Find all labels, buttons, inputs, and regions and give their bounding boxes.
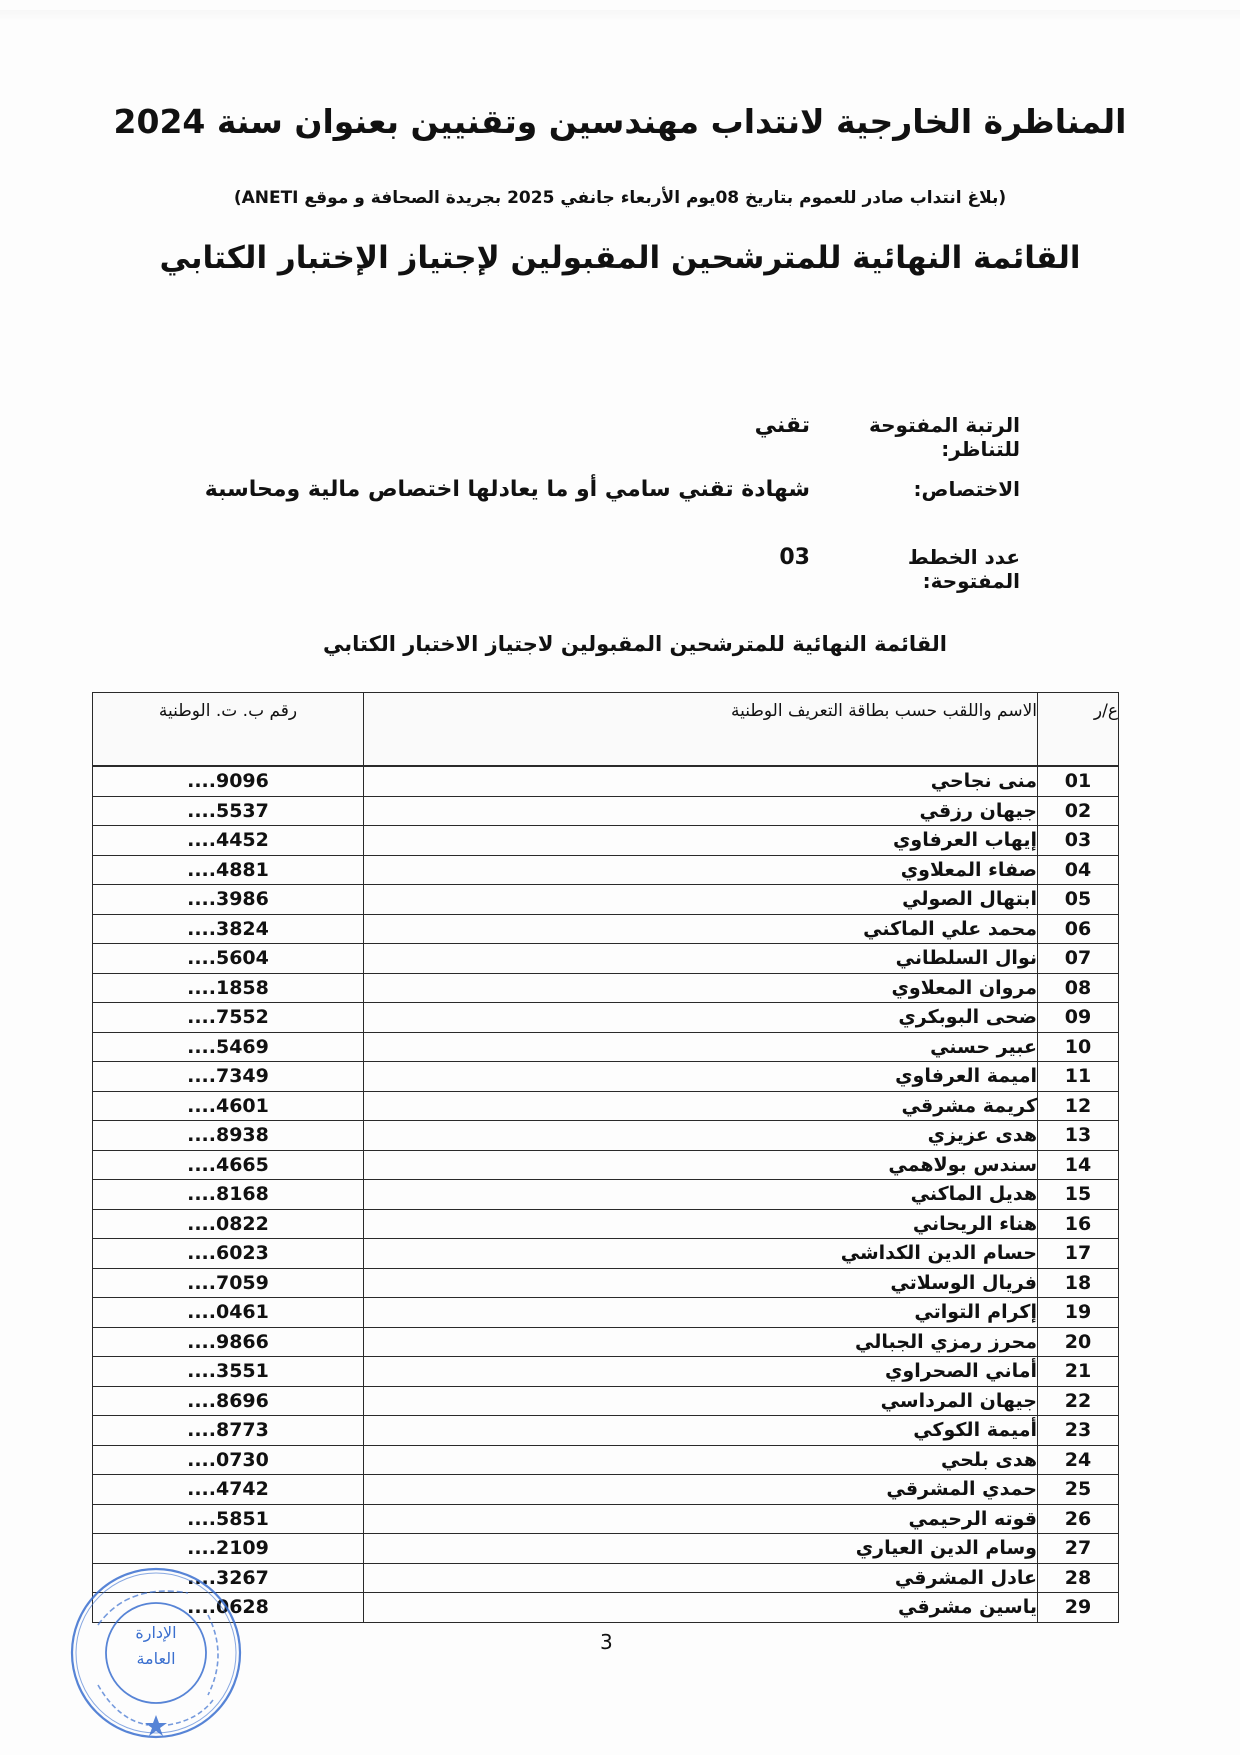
national-id: ....2109 bbox=[93, 1534, 364, 1564]
candidate-name: فريال الوسلاتي bbox=[364, 1268, 1038, 1298]
document-heading: القائمة النهائية للمترشحين المقبولين لإجتياز الإختبار الكتابي bbox=[159, 240, 1081, 276]
header-id: رقم ب. ت. الوطنية bbox=[93, 693, 364, 767]
row-number: 29 bbox=[1038, 1593, 1119, 1623]
table-row bbox=[93, 1003, 1119, 1033]
row-number: 01 bbox=[1038, 766, 1119, 796]
row-number: 06 bbox=[1038, 914, 1119, 944]
table-row bbox=[93, 1416, 1119, 1446]
candidate-name: محمد علي الماكني bbox=[364, 914, 1038, 944]
table-title: القائمة النهائية للمترشحين المقبولين لاجتياز الاختبار الكتابي bbox=[323, 632, 947, 656]
row-number: 24 bbox=[1038, 1445, 1119, 1475]
table-row bbox=[93, 1180, 1119, 1210]
candidates-table bbox=[92, 692, 1119, 1623]
row-number: 20 bbox=[1038, 1327, 1119, 1357]
candidate-name: إيهاب العرفاوي bbox=[364, 826, 1038, 856]
candidate-name: اميمة العرفاوي bbox=[364, 1062, 1038, 1092]
national-id: ....1858 bbox=[93, 973, 364, 1003]
national-id: ....0822 bbox=[93, 1209, 364, 1239]
table-row bbox=[93, 973, 1119, 1003]
candidate-name: حسام الدين الكداشي bbox=[364, 1239, 1038, 1269]
table-row bbox=[93, 1386, 1119, 1416]
row-number: 09 bbox=[1038, 1003, 1119, 1033]
scan-edge bbox=[0, 10, 1240, 20]
table-row bbox=[93, 914, 1119, 944]
table-row bbox=[93, 1062, 1119, 1092]
document-title: المناظرة الخارجية لانتداب مهندسين وتقنيين بعنوان سنة 2024 bbox=[113, 102, 1127, 141]
meta-rank bbox=[755, 413, 1020, 461]
national-id: ....5604 bbox=[93, 944, 364, 974]
national-id: ....0628 bbox=[93, 1593, 364, 1623]
rank-label: الرتبة المفتوحة للتناظر: bbox=[869, 413, 1020, 461]
table-row bbox=[93, 1121, 1119, 1151]
table-row bbox=[93, 1327, 1119, 1357]
candidate-name: أماني الصحراوي bbox=[364, 1357, 1038, 1387]
table-row bbox=[93, 1475, 1119, 1505]
candidate-name: جيهان المرداسي bbox=[364, 1386, 1038, 1416]
row-number: 17 bbox=[1038, 1239, 1119, 1269]
table-row bbox=[93, 1268, 1119, 1298]
candidate-name: عبير حسني bbox=[364, 1032, 1038, 1062]
candidate-name: عادل المشرقي bbox=[364, 1563, 1038, 1593]
candidate-name: مروان المعلاوي bbox=[364, 973, 1038, 1003]
meta-specialty bbox=[205, 477, 1020, 502]
national-id: ....3824 bbox=[93, 914, 364, 944]
candidate-name: إكرام التواتي bbox=[364, 1298, 1038, 1328]
row-number: 22 bbox=[1038, 1386, 1119, 1416]
table-row bbox=[93, 944, 1119, 974]
table-row bbox=[93, 1239, 1119, 1269]
positions-value: 03 bbox=[779, 545, 810, 570]
row-number: 18 bbox=[1038, 1268, 1119, 1298]
national-id: ....0730 bbox=[93, 1445, 364, 1475]
row-number: 26 bbox=[1038, 1504, 1119, 1534]
stamp-line-1: الإدارة bbox=[135, 1623, 177, 1642]
candidate-name: هدى بلحي bbox=[364, 1445, 1038, 1475]
row-number: 27 bbox=[1038, 1534, 1119, 1564]
table-row bbox=[93, 885, 1119, 915]
candidate-name: هناء الريحاني bbox=[364, 1209, 1038, 1239]
table-row bbox=[93, 1032, 1119, 1062]
row-number: 02 bbox=[1038, 796, 1119, 826]
document-subtitle: (بلاغ انتداب صادر للعموم بتاريخ 08يوم الأربعاء جانفي 2025 بجريدة الصحافة و موقع ANETI) bbox=[233, 188, 1007, 208]
national-id: ....7059 bbox=[93, 1268, 364, 1298]
candidate-name: سندس بولاهمي bbox=[364, 1150, 1038, 1180]
table-row bbox=[93, 1357, 1119, 1387]
stamp-line-2: العامة bbox=[136, 1649, 176, 1668]
national-id: ....8168 bbox=[93, 1180, 364, 1210]
table-row bbox=[93, 1091, 1119, 1121]
positions-label: عدد الخطط المفتوحة: bbox=[907, 545, 1020, 593]
national-id: ....5851 bbox=[93, 1504, 364, 1534]
row-number: 04 bbox=[1038, 855, 1119, 885]
national-id: ....4601 bbox=[93, 1091, 364, 1121]
candidate-name: نوال السلطاني bbox=[364, 944, 1038, 974]
table-row bbox=[93, 766, 1119, 796]
specialty-value: شهادة تقني سامي أو ما يعادلها اختصاص مالية ومحاسبة bbox=[204, 477, 810, 502]
row-number: 19 bbox=[1038, 1298, 1119, 1328]
table-row bbox=[93, 796, 1119, 826]
table-row bbox=[93, 1593, 1119, 1623]
row-number: 14 bbox=[1038, 1150, 1119, 1180]
table-header-row bbox=[93, 693, 1119, 767]
national-id: ....7552 bbox=[93, 1003, 364, 1033]
rank-value: تقني bbox=[754, 413, 810, 438]
national-id: ....5537 bbox=[93, 796, 364, 826]
table-row bbox=[93, 1150, 1119, 1180]
national-id: ....5469 bbox=[93, 1032, 364, 1062]
national-id: ....3551 bbox=[93, 1357, 364, 1387]
table-row bbox=[93, 1445, 1119, 1475]
row-number: 25 bbox=[1038, 1475, 1119, 1505]
row-number: 05 bbox=[1038, 885, 1119, 915]
national-id: ....4452 bbox=[93, 826, 364, 856]
candidate-name: صفاء المعلاوي bbox=[364, 855, 1038, 885]
national-id: ....6023 bbox=[93, 1239, 364, 1269]
table-row bbox=[93, 1534, 1119, 1564]
row-number: 15 bbox=[1038, 1180, 1119, 1210]
national-id: ....4665 bbox=[93, 1150, 364, 1180]
national-id: ....3267 bbox=[93, 1563, 364, 1593]
table-row bbox=[93, 1209, 1119, 1239]
candidate-name: قوته الرحيمي bbox=[364, 1504, 1038, 1534]
row-number: 16 bbox=[1038, 1209, 1119, 1239]
row-number: 23 bbox=[1038, 1416, 1119, 1446]
national-id: ....9096 bbox=[93, 766, 364, 796]
row-number: 08 bbox=[1038, 973, 1119, 1003]
candidate-name: ابتهال الصولي bbox=[364, 885, 1038, 915]
header-number: ع/ر bbox=[1038, 693, 1119, 767]
row-number: 11 bbox=[1038, 1062, 1119, 1092]
national-id: ....4742 bbox=[93, 1475, 364, 1505]
national-id: ....0461 bbox=[93, 1298, 364, 1328]
table-row bbox=[93, 1298, 1119, 1328]
candidate-name: كريمة مشرقي bbox=[364, 1091, 1038, 1121]
row-number: 13 bbox=[1038, 1121, 1119, 1151]
table-row bbox=[93, 855, 1119, 885]
candidate-name: جيهان رزقي bbox=[364, 796, 1038, 826]
national-id: ....9866 bbox=[93, 1327, 364, 1357]
table-row bbox=[93, 1563, 1119, 1593]
official-stamp bbox=[68, 1565, 244, 1741]
national-id: ....4881 bbox=[93, 855, 364, 885]
row-number: 12 bbox=[1038, 1091, 1119, 1121]
row-number: 21 bbox=[1038, 1357, 1119, 1387]
candidate-name: هدى عزيزي bbox=[364, 1121, 1038, 1151]
row-number: 03 bbox=[1038, 826, 1119, 856]
national-id: ....8773 bbox=[93, 1416, 364, 1446]
national-id: ....3986 bbox=[93, 885, 364, 915]
candidate-name: منى نجاحي bbox=[364, 766, 1038, 796]
specialty-label: الاختصاص: bbox=[913, 477, 1020, 501]
candidate-name: حمدي المشرقي bbox=[364, 1475, 1038, 1505]
candidate-name: هديل الماكني bbox=[364, 1180, 1038, 1210]
candidate-name: وسام الدين العياري bbox=[364, 1534, 1038, 1564]
candidate-name: محرز رمزي الجبالي bbox=[364, 1327, 1038, 1357]
national-id: ....8938 bbox=[93, 1121, 364, 1151]
candidate-name: ضحى البوبكري bbox=[364, 1003, 1038, 1033]
table-row bbox=[93, 1504, 1119, 1534]
candidate-name: أميمة الكوكي bbox=[364, 1416, 1038, 1446]
table-row bbox=[93, 826, 1119, 856]
row-number: 28 bbox=[1038, 1563, 1119, 1593]
header-name: الاسم واللقب حسب بطاقة التعريف الوطنية bbox=[364, 693, 1038, 767]
candidate-name: ياسين مشرقي bbox=[364, 1593, 1038, 1623]
page-number: 3 bbox=[600, 1630, 613, 1654]
row-number: 10 bbox=[1038, 1032, 1119, 1062]
national-id: ....8696 bbox=[93, 1386, 364, 1416]
national-id: ....7349 bbox=[93, 1062, 364, 1092]
row-number: 07 bbox=[1038, 944, 1119, 974]
meta-positions bbox=[779, 545, 1020, 593]
